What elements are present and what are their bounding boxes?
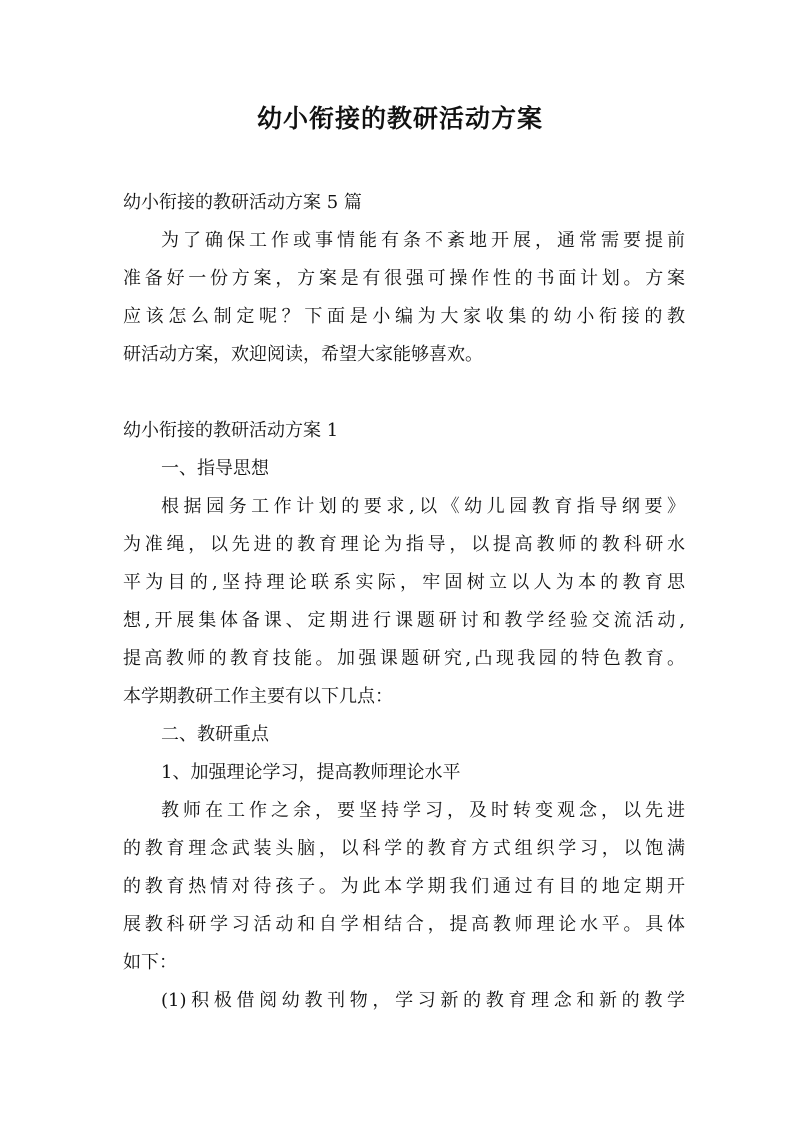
theory-paragraph-line-1: 教师在工作之余，要坚持学习，及时转变观念，以先进 [161, 800, 685, 821]
intro-paragraph-line-1: 为了确保工作或事情能有条不紊地开展，通常需要提前 [161, 230, 685, 251]
guiding-paragraph-line-2: 为准绳，以先进的教育理论为指导，以提高教师的教科研水 [123, 534, 685, 555]
guiding-paragraph-line-1: 根据园务工作计划的要求,以《幼儿园教育指导纲要》 [161, 496, 685, 517]
intro-paragraph-line-4: 研活动方案，欢迎阅读，希望大家能够喜欢。 [123, 344, 483, 365]
theory-paragraph-line-4: 展教科研学习活动和自学相结合，提高教师理论水平。具体 [123, 914, 685, 935]
theory-paragraph-line-2: 的教育理念武装头脑，以科学的教育方式组织学习，以饱满 [123, 838, 685, 859]
theory-paragraph-line-5: 如下： [123, 952, 177, 973]
section-heading: 幼小衔接的教研活动方案 1 [123, 420, 339, 441]
item-title-theory-study: 1、加强理论学习，提高教师理论水平 [161, 762, 461, 783]
document-title: 幼小衔接的教研活动方案 [256, 104, 543, 133]
document-body [123, 184, 685, 1020]
guiding-paragraph-line-4: 想,开展集体备课、定期进行课题研讨和教学经验交流活动, [123, 610, 685, 631]
intro-heading: 幼小衔接的教研活动方案 5 篇 [123, 192, 362, 213]
intro-paragraph-line-2: 准备好一份方案，方案是有很强可操作性的书面计划。方案 [123, 268, 685, 289]
guiding-paragraph-line-6: 本学期教研工作主要有以下几点： [123, 686, 393, 707]
intro-paragraph-line-3: 应该怎么制定呢？下面是小编为大家收集的幼小衔接的教 [123, 306, 685, 327]
part-title-guiding-thought: 一、指导思想 [161, 458, 269, 479]
theory-paragraph-line-3: 的教育热情对待孩子。为此本学期我们通过有目的地定期开 [123, 876, 685, 897]
sub-item-line-1: (1)积极借阅幼教刊物，学习新的教育理念和新的教学 [161, 990, 685, 1011]
part-title-research-focus: 二、教研重点 [161, 724, 269, 745]
guiding-paragraph-line-3: 平为目的,坚持理论联系实际，牢固树立以人为本的教育思 [123, 572, 685, 593]
paragraph-gap [123, 374, 685, 412]
guiding-paragraph-line-5: 提高教师的教育技能。加强课题研究,凸现我园的特色教育。 [123, 648, 685, 669]
